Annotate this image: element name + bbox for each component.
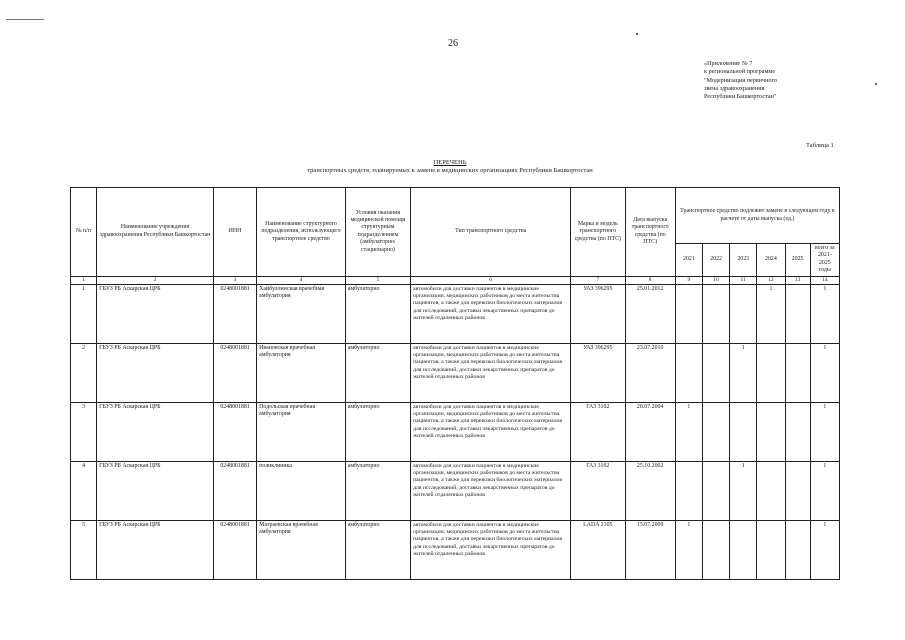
header-subdivision: Наименование структурного подразделения, использующего транспортное средство: [257, 188, 346, 277]
count-2022: [702, 284, 729, 343]
inn-value: 0248001881: [213, 461, 256, 520]
header-inn: ИНН: [213, 188, 256, 277]
header-year: 2023: [730, 244, 757, 277]
header-replacement: Транспортное средство подлежит замене в следующем году в расчете от даты выпуска (ед.): [675, 188, 839, 244]
scan-speck: [636, 33, 638, 35]
count-total: 1: [810, 402, 839, 461]
count-2024: 1: [757, 284, 785, 343]
appendix-line: «Приложение № 7: [704, 60, 753, 67]
institution-name: ГБУЗ РБ Аскарская ЦРБ: [97, 343, 214, 402]
release-date: 23.07.2010: [625, 343, 675, 402]
count-2023: [730, 402, 757, 461]
vehicle-type: автомобили для доставки пациентов в медицинские организации, медицинских работников до места жительства пациентов, а также для перевозки биологических материалов для исследований, доставки лекарственных препаратов до жителей отдаленных районов: [411, 520, 571, 579]
count-total: 1: [810, 284, 839, 343]
count-2022: [702, 461, 729, 520]
vehicle-type: автомобили для доставки пациентов в медицинские организации, медицинских работников до места жительства пациентов, а также для перевозки биологических материалов для исследований, доставки лекарственных препаратов до жителей отдаленных районов: [411, 402, 571, 461]
count-2025: [785, 284, 810, 343]
scan-speck: [875, 83, 877, 85]
column-number: 7: [571, 276, 625, 284]
inn-value: 0248001881: [213, 284, 256, 343]
vehicles-table: [70, 187, 840, 580]
appendix-line: к региональной программе: [704, 68, 776, 76]
vehicle-type: автомобили для доставки пациентов в медицинские организации, медицинских работников до места жительства пациентов, а также для перевозки биологических материалов для исследований, доставки лекарственных препаратов до жителей отдаленных районов: [411, 343, 571, 402]
column-number: 8: [625, 276, 675, 284]
care-conditions: амбулаторно: [345, 343, 410, 402]
header-vehicle-type: Тип транспортного средства: [411, 188, 571, 277]
column-number: 13: [785, 276, 810, 284]
document-title: [150, 159, 750, 176]
subdivision-name: Подольская врачебная амбулатория: [257, 402, 346, 461]
count-2021: 1: [675, 402, 702, 461]
vehicle-brand: УАЗ 396295: [571, 343, 625, 402]
count-2025: [785, 343, 810, 402]
count-total: 1: [810, 343, 839, 402]
subdivision-name: поликлиника: [257, 461, 346, 520]
appendix-line: звена здравоохранения: [704, 84, 765, 92]
header-institution: Наименование учреждения здравоохранения Республики Башкортостан: [97, 188, 214, 277]
count-2022: [702, 402, 729, 461]
institution-name: ГБУЗ РБ Аскарская ЦРБ: [97, 520, 214, 579]
vehicle-type: автомобили для доставки пациентов в медицинские организации, медицинских работников до места жительства пациентов, а также для перевозки биологических материалов для исследований, доставки лекарственных препаратов до жителей отдаленных районов: [411, 461, 571, 520]
release-date: 28.07.2004: [625, 402, 675, 461]
vehicle-brand: УАЗ 396295: [571, 284, 625, 343]
table-row: [71, 402, 840, 461]
scan-artifact-line: [6, 19, 44, 20]
column-numbers-row: [71, 276, 840, 284]
institution-name: ГБУЗ РБ Аскарская ЦРБ: [97, 461, 214, 520]
inn-value: 0248001881: [213, 520, 256, 579]
header-year: 2021: [675, 244, 702, 277]
vehicle-brand: ГАЗ 3102: [571, 402, 625, 461]
column-number: 12: [757, 276, 785, 284]
count-2025: [785, 402, 810, 461]
count-2021: [675, 343, 702, 402]
vehicle-type: автомобили для доставки пациентов в медицинские организации, медицинских работников до места жительства пациентов, а также для перевозки биологических материалов для исследований, доставки лекарственных препаратов до жителей отдаленных районов: [411, 284, 571, 343]
row-number: 2: [71, 343, 97, 402]
institution-name: ГБУЗ РБ Аскарская ЦРБ: [97, 402, 214, 461]
count-2024: [757, 343, 785, 402]
header-total: всего за 2021-2025 годы: [810, 244, 839, 277]
count-2021: [675, 284, 702, 343]
count-2023: 1: [730, 461, 757, 520]
header-brand: Марка и модель транспортного средства (по ПТС): [571, 188, 625, 277]
column-number: 3: [213, 276, 256, 284]
header-conditions: Условия оказания медицинской помощи структурным подразделением (амбулаторно/ стационарно): [345, 188, 410, 277]
title-subheading: транспортных средств, планируемых к замене в медицинских организациях Республики Башкортостан: [307, 167, 593, 175]
count-2022: [702, 343, 729, 402]
table-label: Таблица 1: [806, 142, 834, 149]
column-number: 2: [97, 276, 214, 284]
count-2021: 1: [675, 520, 702, 579]
count-2023: [730, 520, 757, 579]
count-2022: [702, 520, 729, 579]
column-number: 14: [810, 276, 839, 284]
vehicle-brand: ГАЗ 3102: [571, 461, 625, 520]
count-total: 1: [810, 520, 839, 579]
release-date: 25.10.2002: [625, 461, 675, 520]
table-row: [71, 461, 840, 520]
column-number: 9: [675, 276, 702, 284]
row-number: 3: [71, 402, 97, 461]
count-2025: [785, 461, 810, 520]
institution-name: ГБУЗ РБ Аскарская ЦРБ: [97, 284, 214, 343]
appendix-note: [704, 60, 854, 101]
table-row: [71, 520, 840, 579]
count-2025: [785, 520, 810, 579]
header-release-date: Дата выпуска транспортного средства (по ПТС): [625, 188, 675, 277]
table-row: [71, 284, 840, 343]
care-conditions: амбулаторно: [345, 284, 410, 343]
subdivision-name: Ивановская врачебная амбулатория: [257, 343, 346, 402]
inn-value: 0248001881: [213, 402, 256, 461]
table-row: [71, 343, 840, 402]
header-year: 2022: [702, 244, 729, 277]
count-2023: 1: [730, 343, 757, 402]
column-number: 1: [71, 276, 97, 284]
column-number: 11: [730, 276, 757, 284]
vehicle-brand: LADA 2105: [571, 520, 625, 579]
count-2024: [757, 520, 785, 579]
column-number: 6: [411, 276, 571, 284]
column-number: 10: [702, 276, 729, 284]
header-year: 2025: [785, 244, 810, 277]
release-date: 25.01.2012: [625, 284, 675, 343]
column-number: 4: [257, 276, 346, 284]
care-conditions: амбулаторно: [345, 520, 410, 579]
column-number: 5: [345, 276, 410, 284]
count-2023: [730, 284, 757, 343]
count-2024: [757, 402, 785, 461]
count-2021: [675, 461, 702, 520]
subdivision-name: Хайбуллинская врачебная амбулатория: [257, 284, 346, 343]
care-conditions: амбулаторно: [345, 402, 410, 461]
inn-value: 0248001881: [213, 343, 256, 402]
row-number: 1: [71, 284, 97, 343]
appendix-line: Республики Башкортостан": [704, 93, 777, 101]
header-year: 2024: [757, 244, 785, 277]
release-date: 15.07.2009: [625, 520, 675, 579]
count-total: 1: [810, 461, 839, 520]
header-num: № п/п: [71, 188, 97, 277]
title-heading: ПЕРЕЧЕНЬ: [433, 159, 467, 166]
care-conditions: амбулаторно: [345, 461, 410, 520]
count-2024: [757, 461, 785, 520]
row-number: 5: [71, 520, 97, 579]
appendix-line: "Модернизация первичного: [704, 76, 777, 84]
page-number: 26: [448, 38, 458, 49]
row-number: 4: [71, 461, 97, 520]
subdivision-name: Матраевская врачебная амбулатория: [257, 520, 346, 579]
